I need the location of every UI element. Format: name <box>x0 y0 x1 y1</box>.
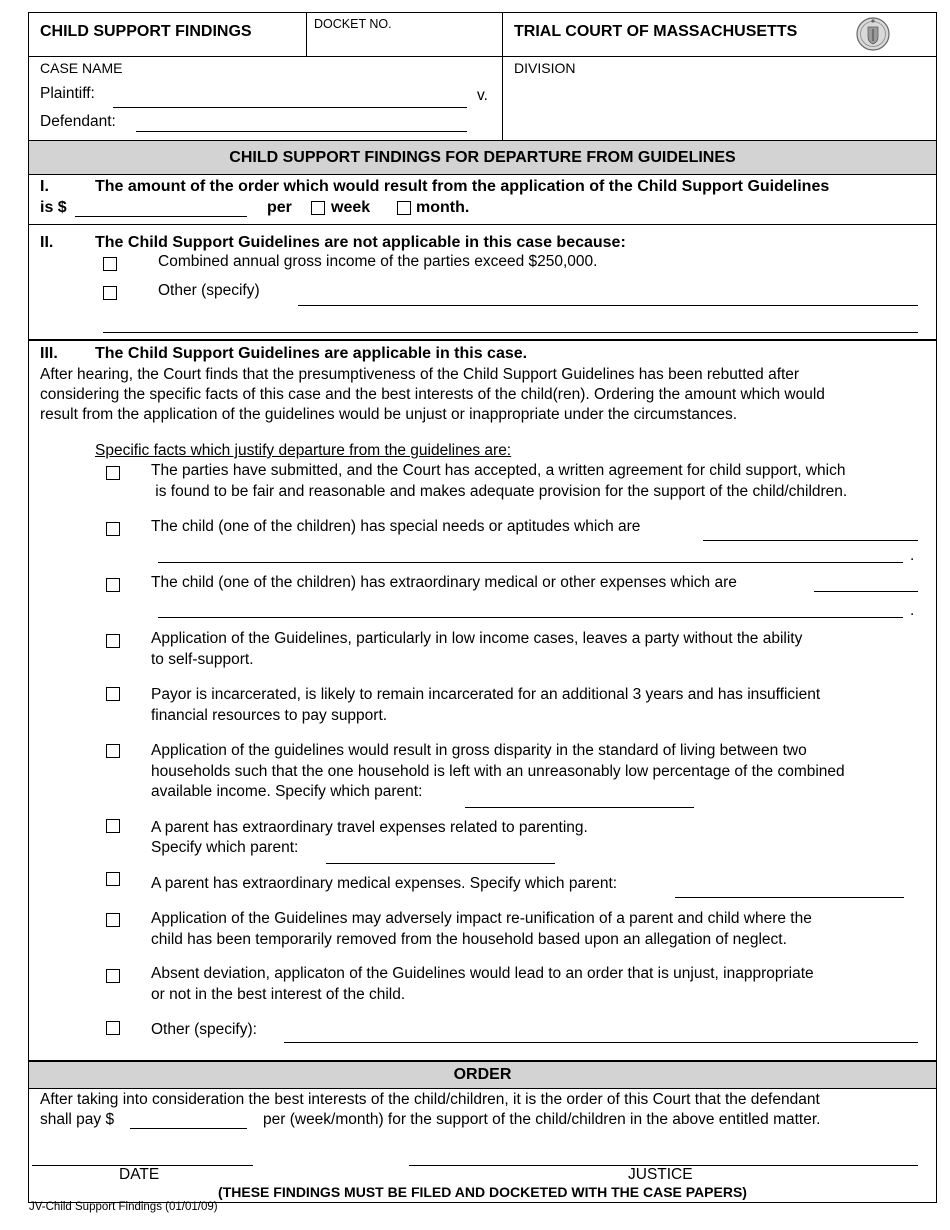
income-exceeds-label: Combined annual gross income of the parties exceed $250,000. <box>158 253 598 270</box>
date-label: DATE <box>119 1166 160 1183</box>
low-income-text-line-2: to self-support. <box>151 651 254 668</box>
gross-disparity-checkbox[interactable] <box>106 744 120 758</box>
gross-disparity-parent-field[interactable] <box>465 807 694 808</box>
facts-heading: Specific facts which justify departure from the guidelines are: <box>95 442 512 459</box>
travel-expenses-text-line-1: A parent has extraordinary travel expenses related to parenting. <box>151 819 588 836</box>
special-needs-checkbox[interactable] <box>106 522 120 536</box>
special-needs-period: . <box>910 547 915 564</box>
section1-amount-field[interactable] <box>75 216 247 217</box>
week-checkbox[interactable] <box>311 201 325 215</box>
section1-numeral: I. <box>40 178 49 195</box>
section2-numeral: II. <box>40 234 54 251</box>
frame-left-border <box>28 12 29 1202</box>
parent-medical-text: A parent has extraordinary medical expenses. Specify which parent: <box>151 875 618 892</box>
section2-other-field-1[interactable] <box>298 305 918 306</box>
agreement-text-line-1: The parties have submitted, and the Court has accepted, a written agreement for child support, which <box>151 462 846 479</box>
section2-other-label: Other (specify) <box>158 282 260 299</box>
section1-text: The amount of the order which would result from the application of the Child Support Guidelines <box>95 178 830 195</box>
section3-other-field[interactable] <box>284 1042 918 1043</box>
plaintiff-label: Plaintiff: <box>40 85 95 102</box>
order-amount-field[interactable] <box>130 1128 247 1129</box>
week-label: week <box>331 199 371 216</box>
defendant-field[interactable] <box>136 131 467 132</box>
court-name: TRIAL COURT OF MASSACHUSETTS <box>514 23 798 40</box>
reunification-text-line-2: child has been temporarily removed from the household based upon an allegation of neglect. <box>151 931 787 948</box>
agreement-checkbox[interactable] <box>106 466 120 480</box>
order-text-line-1: After taking into consideration the best interests of the child/children, it is the order of this Court that the defendant <box>40 1091 820 1108</box>
frame-right-border <box>936 12 937 1202</box>
gross-disparity-text-line-3: available income. Specify which parent: <box>151 783 423 800</box>
section1-is-label: is $ <box>40 199 67 216</box>
gross-disparity-text-line-1: Application of the guidelines would result in gross disparity in the standard of living between two <box>151 742 807 759</box>
income-exceeds-checkbox[interactable] <box>103 257 117 271</box>
order-heading: ORDER <box>453 1066 512 1083</box>
section2-heading: The Child Support Guidelines are not applicable in this case because: <box>95 234 626 251</box>
month-checkbox[interactable] <box>397 201 411 215</box>
extraordinary-expenses-field-1[interactable] <box>814 591 918 592</box>
shall-pay-label: shall pay $ <box>40 1111 115 1128</box>
extraordinary-expenses-checkbox[interactable] <box>106 578 120 592</box>
filing-note: (THESE FINDINGS MUST BE FILED AND DOCKETED WITH THE CASE PAPERS) <box>218 1184 747 1200</box>
section3-heading: The Child Support Guidelines are applicable in this case. <box>95 345 528 362</box>
section3-other-checkbox[interactable] <box>106 1021 120 1035</box>
parent-medical-checkbox[interactable] <box>106 872 120 886</box>
month-label: month. <box>416 199 470 216</box>
defendant-label: Defendant: <box>40 113 116 130</box>
division-label: DIVISION <box>514 60 576 76</box>
travel-expenses-text-line-2: Specify which parent: <box>151 839 299 856</box>
section1-per-label: per <box>267 199 292 216</box>
reunification-text-line-1: Application of the Guidelines may adversely impact re-unification of a parent and child where the <box>151 910 812 927</box>
departure-heading: CHILD SUPPORT FINDINGS FOR DEPARTURE FROM GUIDELINES <box>229 149 736 166</box>
section2-other-field-2[interactable] <box>103 332 918 333</box>
special-needs-field-2[interactable] <box>158 562 903 563</box>
section3-paragraph-line-3: result from the application of the guidelines would be unjust or inappropriate under the circumstances. <box>40 406 738 423</box>
extraordinary-expenses-period: . <box>910 602 915 619</box>
low-income-text-line-1: Application of the Guidelines, particularly in low income cases, leaves a party without the ability <box>151 630 803 647</box>
heading-bottom-line <box>28 174 937 175</box>
absent-deviation-checkbox[interactable] <box>106 969 120 983</box>
travel-expenses-parent-field[interactable] <box>326 863 555 864</box>
extraordinary-expenses-field-2[interactable] <box>158 617 903 618</box>
travel-expenses-checkbox[interactable] <box>106 819 120 833</box>
agreement-text-line-2: is found to be fair and reasonable and makes adequate provision for the support of the child/children. <box>151 483 848 500</box>
special-needs-field-1[interactable] <box>703 540 918 541</box>
frame-top-border <box>28 12 937 13</box>
section3-paragraph-line-2: considering the specific facts of this case and the best interests of the child(ren). Ordering the amount which would <box>40 386 825 403</box>
justice-label: JUSTICE <box>628 1166 693 1183</box>
case-name-label: CASE NAME <box>40 60 123 76</box>
plaintiff-field[interactable] <box>113 107 467 108</box>
form-title: CHILD SUPPORT FINDINGS <box>40 23 252 40</box>
header-bottom-line <box>28 56 937 57</box>
section3-numeral: III. <box>40 345 58 362</box>
form-id: JV-Child Support Findings (01/01/09) <box>29 1201 218 1213</box>
massachusetts-seal-icon <box>855 16 891 52</box>
absent-deviation-text-line-1: Absent deviation, applicaton of the Guidelines would lead to an order that is unjust, inappropriate <box>151 965 814 982</box>
order-heading-bottom-line <box>28 1088 937 1089</box>
order-text-line-2: per (week/month) for the support of the child/children in the above entitled matter. <box>263 1111 821 1128</box>
special-needs-text: The child (one of the children) has special needs or aptitudes which are <box>151 518 641 535</box>
incarcerated-text-line-2: financial resources to pay support. <box>151 707 388 724</box>
versus-label: v. <box>477 87 488 104</box>
extraordinary-expenses-text: The child (one of the children) has extraordinary medical or other expenses which are <box>151 574 737 591</box>
header-divider-1 <box>306 12 307 56</box>
section1-bottom-line <box>28 224 937 225</box>
absent-deviation-text-line-2: or not in the best interest of the child. <box>151 986 406 1003</box>
incarcerated-checkbox[interactable] <box>106 687 120 701</box>
reunification-checkbox[interactable] <box>106 913 120 927</box>
incarcerated-text-line-1: Payor is incarcerated, is likely to remain incarcerated for an additional 3 years and has insufficient <box>151 686 821 703</box>
section2-bottom-line <box>28 339 937 341</box>
section3-other-label: Other (specify): <box>151 1021 257 1038</box>
parent-medical-parent-field[interactable] <box>675 897 904 898</box>
gross-disparity-text-line-2: households such that the one household is left with an unreasonably low percentage of the combined <box>151 763 845 780</box>
header-divider-2 <box>502 12 503 140</box>
low-income-checkbox[interactable] <box>106 634 120 648</box>
section2-other-checkbox[interactable] <box>103 286 117 300</box>
docket-label: DOCKET NO. <box>314 17 392 31</box>
section3-paragraph-line-1: After hearing, the Court finds that the presumptiveness of the Child Support Guidelines has been rebutted after <box>40 366 800 383</box>
